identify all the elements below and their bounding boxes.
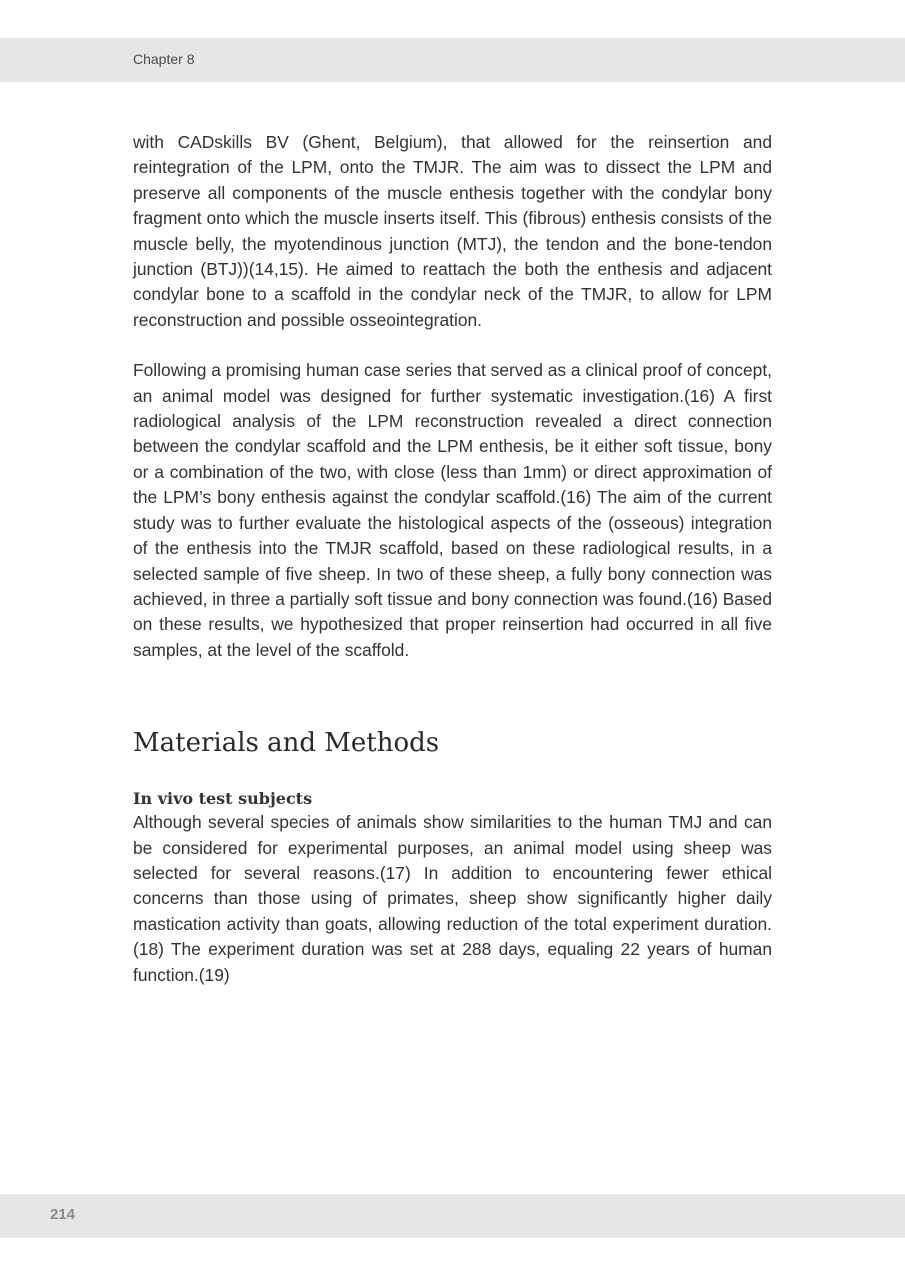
chapter-label: Chapter 8 [133, 51, 195, 67]
running-footer [0, 1194, 905, 1238]
body-paragraph-1: with CADskills BV (Ghent, Belgium), that allowed for the reinsertion and reintegration of the LPM, onto the TMJR. The aim was to dissect the LPM and preserve all components of the muscle enthesis together with the condylar bony fragment onto which the muscle inserts itself. This (fibrous) enthesis consists of the muscle belly, the myotendinous junction (MTJ), the tendon and the bone-tendon junction (BTJ))(14,15). He aimed to reattach the both the enthesis and adjacent condylar bone to a scaffold in the condylar neck of the TMJR, to allow for LPM reconstruction and possible osseointegration. [133, 132, 772, 330]
body-paragraph-2: Following a promising human case series that served as a clinical proof of concept, an animal model was designed for further systematic investigation.(16) A first radiological analysis of the LPM reconstruction revealed a direct connection between the condylar scaffold and the LPM enthesis, be it either soft tissue, bony or a combination of the two, with close (less than 1mm) or direct approximation of the LPM’s bony enthesis against the condylar scaffold.(16) The aim of the current study was to further evaluate the histological aspects of the (osseous) integration of the enthesis into the TMJR scaffold, based on these radiological results, in a selected sample of five sheep. In two of these sheep, a fully bony connection was achieved, in three a partially soft tissue and bony connection was found.(16) Based on these results, we hypothesized that proper reinsertion had occurred in all five samples, at the level of the scaffold. [133, 360, 773, 660]
page-body [133, 130, 772, 988]
running-header [0, 38, 905, 82]
section-heading-materials-methods: Materials and Methods [133, 728, 440, 759]
body-paragraph-3: Although several species of animals show similarities to the human TMJ and can be considered for experimental purposes, an animal model using sheep was selected for several reasons.(17) In addition to encountering fewer ethical concerns than those using of primates, sheep show significantly higher daily mastication activity than goats, allowing reduction of the total experiment duration.(18) The experiment duration was set at 288 days, equaling 22 years of human function.(19) [133, 812, 772, 985]
page-number: 214 [50, 1206, 76, 1223]
subsection-heading-test-subjects: In vivo test subjects [133, 789, 313, 809]
